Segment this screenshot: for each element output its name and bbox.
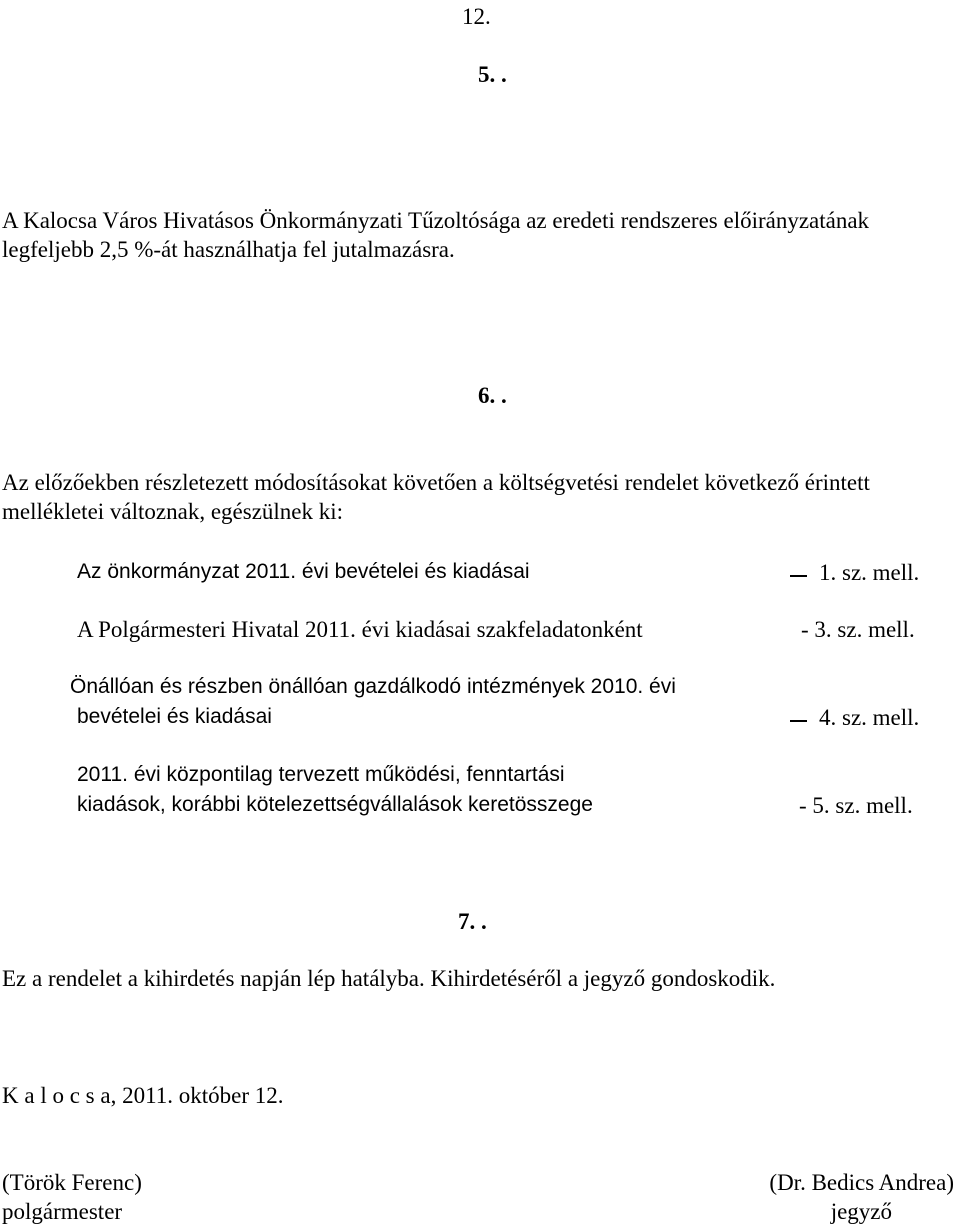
page-number: 12. bbox=[462, 4, 491, 29]
section-5-line-2: legfeljebb 2,5 %-át használhatja fel jutalmazásra. bbox=[2, 237, 455, 262]
section-5-title: 5. . bbox=[478, 62, 507, 87]
annex-item-reference: 1. sz. mell. bbox=[819, 560, 920, 585]
section-6-intro-line-1: Az előzőekben részletezett módosításokat követően a költségvetési rendelet következő érintett bbox=[2, 470, 870, 495]
section-6-title: 6. . bbox=[478, 383, 507, 408]
annex-item-reference: 4. sz. mell. bbox=[819, 705, 920, 730]
dash-mark bbox=[790, 720, 807, 722]
place-date: K a l o c s a, 2011. október 12. bbox=[2, 1083, 284, 1108]
annex-item-description: Az önkormányzat 2011. évi bevételei és kiadásai bbox=[77, 560, 530, 583]
section-7-title: 7. . bbox=[458, 909, 487, 934]
annex-item-reference: - 3. sz. mell. bbox=[801, 617, 915, 642]
signer-left-name: (Török Ferenc) bbox=[2, 1170, 142, 1195]
signer-left-title: polgármester bbox=[2, 1199, 123, 1224]
annex-item-description: 2011. évi központilag tervezett működési, fenntartási bbox=[77, 763, 565, 786]
annex-item-reference: - 5. sz. mell. bbox=[799, 793, 913, 818]
signer-right-name: (Dr. Bedics Andrea) bbox=[769, 1170, 954, 1195]
annex-item-description-cont: kiadások, korábbi kötelezettségvállalások keretösszege bbox=[77, 793, 593, 816]
section-7-line-1: Ez a rendelet a kihirdetés napján lép hatályba. Kihirdetéséről a jegyző gondoskodik. bbox=[2, 966, 776, 991]
section-5-line-1: A Kalocsa Város Hivatásos Önkormányzati Tűzoltósága az eredeti rendszeres előirányzatának bbox=[2, 208, 870, 233]
section-6-intro-line-2: mellékletei változnak, egészülnek ki: bbox=[2, 499, 344, 524]
signer-right-title: jegyző bbox=[830, 1199, 892, 1224]
annex-item-description-cont: bevételei és kiadásai bbox=[77, 705, 272, 728]
dash-mark bbox=[790, 575, 807, 577]
annex-item-description: A Polgármesteri Hivatal 2011. évi kiadásai szakfeladatonként bbox=[77, 617, 643, 642]
annex-item-description: Önállóan és részben önállóan gazdálkodó intézmények 2010. évi bbox=[70, 675, 676, 698]
